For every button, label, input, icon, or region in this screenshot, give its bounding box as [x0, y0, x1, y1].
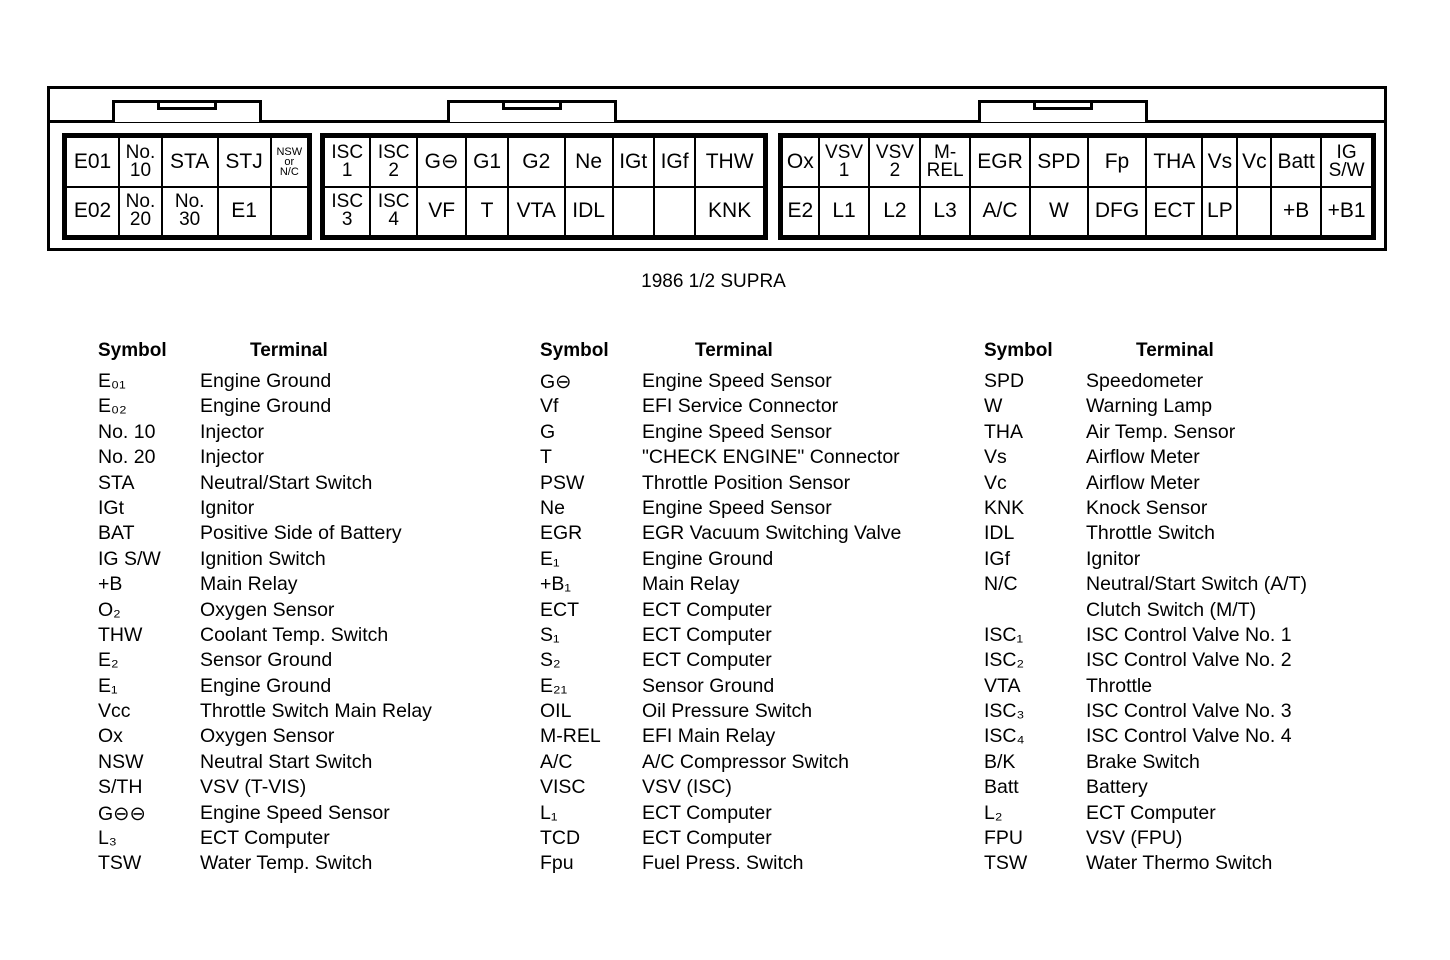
legend-header-terminal: Terminal [695, 340, 773, 361]
legend-terminal: VSV (T-VIS) [200, 776, 307, 799]
terminal-cell: IDL [565, 187, 613, 237]
legend-symbol: OIL [540, 700, 572, 723]
legend-terminal: Throttle Switch [1086, 522, 1215, 545]
terminal-cell [654, 187, 695, 237]
terminal-cell: ISC 4 [370, 187, 416, 237]
legend-terminal: Positive Side of Battery [200, 522, 402, 545]
legend-terminal: "CHECK ENGINE" Connector [642, 446, 900, 469]
legend-terminal: ECT Computer [642, 827, 772, 850]
terminal-cell: ISC 1 [324, 137, 370, 187]
legend-symbol: BAT [98, 522, 135, 545]
terminal-block-1 [62, 133, 312, 240]
legend-symbol: Batt [984, 776, 1019, 799]
legend-symbol: No. 20 [98, 446, 156, 469]
terminal-cell: Batt [1271, 137, 1321, 187]
legend-terminal: Air Temp. Sensor [1086, 420, 1236, 443]
legend-terminal: ECT Computer [1086, 801, 1216, 824]
legend-symbol: NSW [98, 750, 144, 773]
legend-terminal: Clutch Switch (M/T) [1086, 598, 1257, 621]
connector-latch [447, 100, 617, 122]
terminal-cell: Vs [1202, 137, 1237, 187]
legend-symbol: VISC [540, 776, 586, 799]
terminal-cell: Ne [565, 137, 613, 187]
legend-terminal: Injector [200, 420, 264, 443]
legend-terminal: Oil Pressure Switch [642, 700, 813, 723]
terminal-cell: ISC 2 [370, 137, 416, 187]
legend-symbol: Vcc [98, 700, 131, 723]
terminal-cell: L1 [819, 187, 870, 237]
terminal-cell: LP [1202, 187, 1237, 237]
legend-terminal: EFI Main Relay [642, 725, 776, 748]
terminal-cell: G1 [466, 137, 507, 187]
legend-symbol: TSW [98, 852, 142, 875]
legend-symbol: KNK [984, 496, 1025, 519]
legend-symbol: L₂ [984, 801, 1003, 824]
legend-terminal: Neutral/Start Switch (A/T) [1086, 573, 1308, 596]
legend-symbol: W [984, 395, 1003, 418]
legend-symbol: M-REL [540, 725, 601, 748]
terminal-cell: W [1030, 187, 1087, 237]
terminal-block-3 [778, 133, 1376, 240]
legend-symbol: ECT [540, 598, 579, 621]
legend-terminal: A/C Compressor Switch [642, 750, 849, 773]
legend-terminal: Speedometer [1086, 370, 1204, 392]
legend-symbol: E₀₂ [98, 395, 127, 418]
terminal-row [782, 187, 1372, 237]
legend-symbol: S₂ [540, 649, 561, 672]
terminal-cell: VTA [508, 187, 565, 237]
legend-terminal: Ignition Switch [200, 547, 326, 570]
legend-symbol: Fpu [540, 852, 574, 875]
diagram-title: 1986 1/2 SUPRA [641, 271, 786, 292]
legend-symbol: G⊖⊖ [98, 802, 146, 825]
legend-terminal: ECT Computer [642, 598, 772, 621]
terminal-cell: +B1 [1321, 187, 1372, 237]
terminal-cell: G2 [508, 137, 565, 187]
terminal-cell: L3 [920, 187, 970, 237]
legend-symbol: EGR [540, 522, 583, 545]
legend-terminal: ISC Control Valve No. 4 [1086, 725, 1292, 748]
terminal-cell: M- REL [920, 137, 970, 187]
legend-symbol: S₁ [540, 623, 560, 646]
terminal-cell: ECT [1146, 187, 1202, 237]
legend-symbol: Ne [540, 496, 565, 519]
legend-terminal: Oxygen Sensor [200, 598, 335, 621]
legend-terminal: ECT Computer [642, 801, 772, 824]
legend-symbol: +B [98, 573, 123, 596]
legend-terminal: Coolant Temp. Switch [200, 623, 389, 646]
terminal-cell: IGf [654, 137, 695, 187]
terminal-row [782, 137, 1372, 187]
legend-header-symbol: Symbol [540, 340, 609, 361]
legend-symbol: STA [98, 471, 135, 494]
terminal-cell: Vc [1237, 137, 1271, 187]
legend-symbol: ISC₄ [984, 725, 1025, 748]
legend-symbol: ISC₂ [984, 649, 1025, 672]
legend-terminal: Knock Sensor [1086, 496, 1208, 519]
legend-terminal: EGR Vacuum Switching Valve [642, 522, 902, 545]
legend-symbol: +B₁ [540, 573, 571, 596]
legend-terminal: Engine Ground [642, 547, 774, 570]
terminal-cell: T [466, 187, 507, 237]
legend-terminal: Injector [200, 446, 264, 469]
legend-terminal: ECT Computer [200, 827, 330, 850]
terminal-cell: THA [1146, 137, 1202, 187]
terminal-cell: VSV 1 [819, 137, 870, 187]
legend-symbol: No. 10 [98, 420, 156, 443]
legend-terminal: Neutral Start Switch [200, 750, 373, 773]
legend-terminal: Engine Speed Sensor [200, 801, 390, 824]
legend-symbol: S/TH [98, 776, 143, 799]
legend-symbol: Vc [984, 471, 1007, 494]
terminal-cell: DFG [1088, 187, 1147, 237]
legend-terminal: Engine Ground [200, 370, 332, 392]
legend-terminal: EFI Service Connector [642, 395, 839, 418]
terminal-cell: KNK [695, 187, 764, 237]
terminal-cell: No. 30 [162, 187, 218, 237]
latch-tab [1033, 100, 1093, 110]
legend-terminal: ISC Control Valve No. 3 [1086, 700, 1292, 723]
legend-terminal: VSV (FPU) [1086, 827, 1183, 850]
legend-symbol: N/C [984, 573, 1018, 596]
terminal-cell: STA [162, 137, 218, 187]
legend-symbol: L₁ [540, 801, 558, 824]
terminal-row [324, 137, 764, 187]
legend-terminal: Fuel Press. Switch [642, 852, 804, 875]
legend-header-symbol: Symbol [984, 340, 1053, 361]
legend-terminal: Ignitor [1086, 547, 1141, 570]
legend-symbol: A/C [540, 750, 573, 773]
legend-terminal: Main Relay [200, 573, 298, 596]
legend-symbol: ISC₃ [984, 700, 1025, 723]
legend-terminal: Sensor Ground [200, 649, 333, 672]
legend-terminal: ISC Control Valve No. 1 [1086, 623, 1292, 646]
legend-terminal: Sensor Ground [642, 674, 775, 697]
terminal-cell: L2 [869, 187, 920, 237]
legend-terminal: Airflow Meter [1086, 471, 1200, 494]
legend-symbol: FPU [984, 827, 1023, 850]
legend-terminal: Warning Lamp [1086, 395, 1213, 418]
terminal-cell: A/C [970, 187, 1030, 237]
legend-terminal: Engine Ground [200, 674, 332, 697]
terminal-block-2 [320, 133, 768, 240]
terminal-cell: E2 [782, 187, 819, 237]
legend-terminal: Engine Ground [200, 395, 332, 418]
terminal-cell: THW [695, 137, 764, 187]
legend-symbol: E₁ [540, 547, 560, 570]
legend-symbol: THA [984, 420, 1023, 443]
terminal-cell: No. 10 [119, 137, 162, 187]
terminal-row [66, 187, 308, 237]
latch-tab [157, 100, 217, 110]
terminal-cell: VF [417, 187, 467, 237]
legend-symbol: Vs [984, 446, 1007, 469]
legend-symbol: E₁ [98, 674, 118, 697]
terminal-grid [65, 136, 309, 237]
terminal-cell: Fp [1088, 137, 1147, 187]
terminal-cell: E1 [218, 187, 271, 237]
terminal-cell: VSV 2 [869, 137, 920, 187]
terminal-cell: Ox [782, 137, 819, 187]
legend-terminal: Neutral/Start Switch [200, 471, 373, 494]
legend-terminal: Engine Speed Sensor [642, 370, 832, 392]
legend-terminal: Airflow Meter [1086, 446, 1200, 469]
legend-terminal: Ignitor [200, 496, 255, 519]
terminal-cell: IG S/W [1321, 137, 1372, 187]
legend-header-symbol: Symbol [98, 340, 167, 361]
terminal-grid [781, 136, 1373, 237]
terminal-cell [271, 187, 308, 237]
terminal-cell: STJ [218, 137, 271, 187]
legend-terminal: ISC Control Valve No. 2 [1086, 649, 1292, 672]
terminal-row [66, 137, 308, 187]
legend-symbol: T [540, 446, 552, 469]
terminal-cell: No. 20 [119, 187, 162, 237]
legend-terminal: Main Relay [642, 573, 740, 596]
legend-terminal: Water Temp. Switch [200, 852, 373, 875]
legend-terminal: Throttle Position Sensor [642, 471, 851, 494]
connector-latch [112, 100, 262, 122]
legend-symbol: IDL [984, 522, 1015, 545]
terminal-cell: +B [1271, 187, 1321, 237]
legend-terminal: ECT Computer [642, 623, 772, 646]
terminal-row [324, 187, 764, 237]
legend-symbol: ISC₁ [984, 623, 1024, 646]
legend-symbol: G [540, 420, 556, 443]
legend-symbol: TSW [984, 852, 1028, 875]
terminal-grid [323, 136, 765, 237]
legend-symbol: E₂ [98, 649, 119, 672]
legend-symbol: TCD [540, 827, 581, 850]
legend-header-terminal: Terminal [1136, 340, 1214, 361]
connector-latch [978, 100, 1148, 122]
terminal-cell: IGt [613, 137, 654, 187]
legend-terminal: Engine Speed Sensor [642, 496, 832, 519]
terminal-cell [1237, 187, 1271, 237]
legend-symbol: Ox [98, 725, 123, 748]
legend-symbol: B/K [984, 750, 1016, 773]
legend-symbol: IGf [984, 547, 1011, 570]
legend-header-terminal: Terminal [250, 340, 328, 361]
legend-symbol: PSW [540, 471, 585, 494]
legend-symbol: IGt [98, 496, 125, 519]
terminal-cell: E02 [66, 187, 119, 237]
terminal-cell: SPD [1030, 137, 1087, 187]
terminal-cell: ISC 3 [324, 187, 370, 237]
legend-terminal: Engine Speed Sensor [642, 420, 832, 443]
latch-tab [502, 100, 562, 110]
terminal-cell [613, 187, 654, 237]
legend-symbol: E₀₁ [98, 370, 126, 392]
legend-terminal: Brake Switch [1086, 750, 1200, 773]
legend-terminal: Throttle [1086, 674, 1153, 697]
legend-terminal: Battery [1086, 776, 1148, 799]
legend-symbol: O₂ [98, 598, 121, 621]
legend-symbol: L₃ [98, 827, 117, 850]
legend-terminal: ECT Computer [642, 649, 772, 672]
legend-terminal: Oxygen Sensor [200, 725, 335, 748]
legend-symbol: VTA [984, 674, 1021, 697]
terminal-cell: EGR [970, 137, 1030, 187]
legend-terminal: VSV (ISC) [642, 776, 732, 799]
terminal-cell: E01 [66, 137, 119, 187]
legend-symbol: Vf [540, 395, 559, 418]
legend-symbol: SPD [984, 370, 1025, 392]
legend-terminal: Water Thermo Switch [1086, 852, 1273, 875]
legend-symbol: G⊖ [540, 371, 572, 393]
legend-symbol: E₂₁ [540, 674, 568, 697]
ecu-connector [47, 86, 1387, 251]
legend-terminal: Throttle Switch Main Relay [200, 700, 432, 723]
legend-symbol: THW [98, 623, 143, 646]
terminal-cell: G⊖ [417, 137, 467, 187]
terminal-cell: NSW or N/C [271, 137, 308, 187]
legend-symbol: IG S/W [98, 547, 161, 570]
